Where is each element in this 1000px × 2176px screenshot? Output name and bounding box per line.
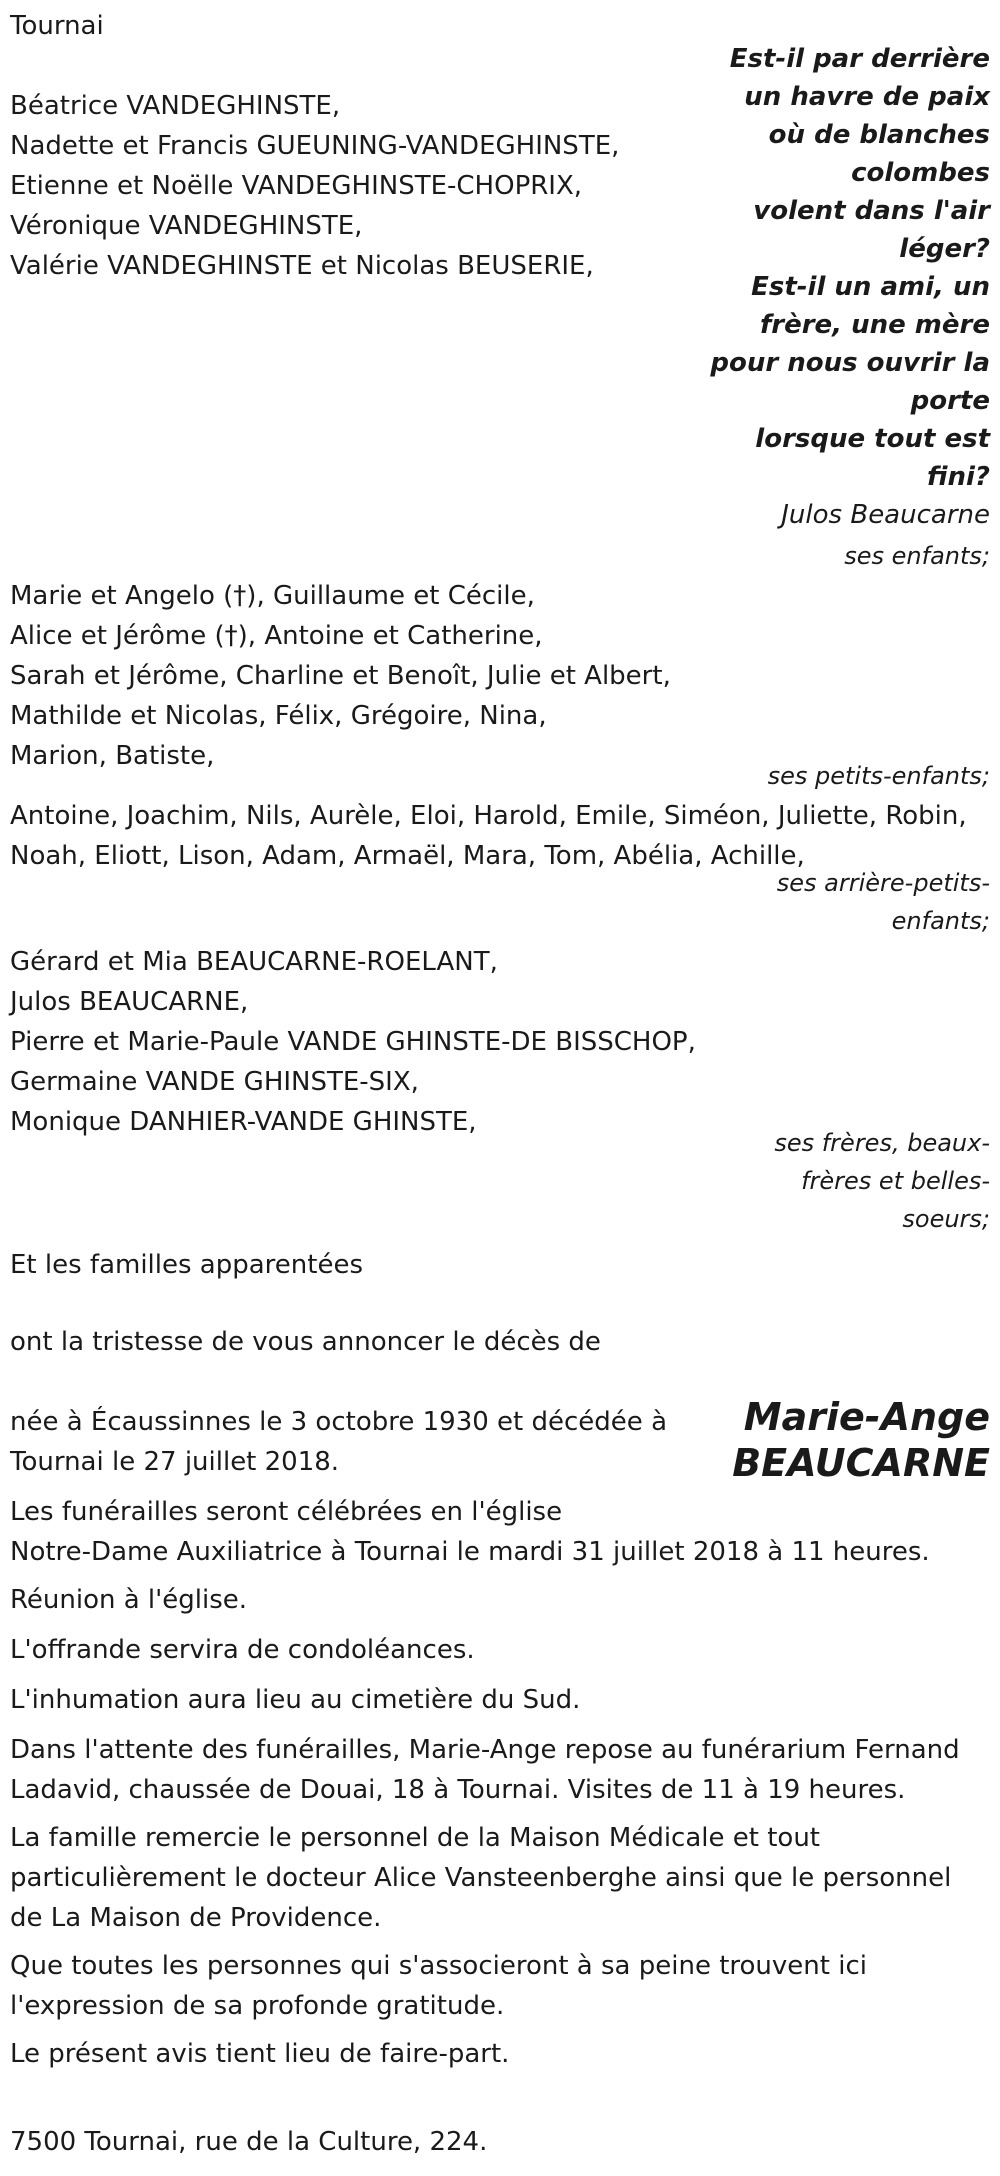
- great-grandchildren-role: ses arrière-petits- enfants;: [776, 869, 990, 935]
- list-item: Pierre et Marie-Paule VANDE GHINSTE-DE BISSCHOP,: [10, 1027, 696, 1057]
- poem-line: porte: [910, 386, 990, 416]
- grandchildren-list: [10, 576, 671, 776]
- list-item: Etienne et Noëlle VANDEGHINSTE-CHOPRIX,: [10, 171, 583, 201]
- poem-line: Est-il un ami, un: [751, 272, 990, 302]
- list-item: Marion, Batiste,: [10, 741, 215, 771]
- list-item: Alice et Jérôme (†), Antoine et Catherine,: [10, 621, 543, 651]
- deceased-last-name: BEAUCARNE: [732, 1441, 990, 1485]
- poem-line: colombes: [851, 158, 990, 188]
- resting-info: Dans l'attente des funérailles, Marie-Ange repose au funérarium Fernand Ladavid, chaussée de Douai, 18 à Tournai. Visites de 11 à 19 heures.: [10, 1735, 960, 1805]
- poem-author: Julos Beaucarne: [781, 500, 990, 530]
- list-item: Béatrice VANDEGHINSTE,: [10, 91, 341, 121]
- list-item: Sarah et Jérôme, Charline et Benoît, Julie et Albert,: [10, 661, 671, 691]
- meeting-info: Réunion à l'église.: [10, 1585, 248, 1615]
- poem-line: volent dans l'air: [753, 196, 990, 226]
- poem-line: fini?: [927, 462, 990, 492]
- list-item: Julos BEAUCARNE,: [10, 987, 249, 1017]
- list-item: Noah, Eliott, Lison, Adam, Armaël, Mara, Tom, Abélia, Achille,: [10, 841, 805, 871]
- deceased-name: [732, 1394, 990, 1486]
- notice-info: Le présent avis tient lieu de faire-part.: [10, 2039, 510, 2069]
- funeral-info: Les funérailles seront célébrées en l'église Notre-Dame Auxiliatrice à Tournai le mardi 31 juillet 2018 à 11 heures.: [10, 1497, 930, 1567]
- poem-line: un havre de paix: [744, 82, 990, 112]
- list-item: Valérie VANDEGHINSTE et Nicolas BEUSERIE,: [10, 251, 594, 281]
- offering-info: L'offrande servira de condoléances.: [10, 1635, 475, 1665]
- poem-line: Est-il par derrière: [729, 44, 990, 74]
- announcement: ont la tristesse de vous annoncer le décès de: [10, 1327, 601, 1357]
- poem: [630, 40, 990, 534]
- list-item: Nadette et Francis GUEUNING-VANDEGHINSTE,: [10, 131, 620, 161]
- list-item: Germaine VANDE GHINSTE-SIX,: [10, 1067, 419, 1097]
- children-list: [10, 86, 619, 286]
- grandchildren-role: ses petits-enfants;: [767, 762, 990, 790]
- list-item: Gérard et Mia BEAUCARNE-ROELANT,: [10, 947, 498, 977]
- list-item: Marie et Angelo (†), Guillaume et Cécile,: [10, 581, 535, 611]
- birth-death: née à Écaussinnes le 3 octobre 1930 et décédée à Tournai le 27 juillet 2018.: [10, 1407, 667, 1477]
- poem-line: lorsque tout est: [755, 424, 990, 454]
- deceased-first-name: Marie-Ange: [743, 1395, 990, 1439]
- poem-line: frère, une mère: [759, 310, 990, 340]
- address: 7500 Tournai, rue de la Culture, 224.: [10, 2127, 488, 2157]
- thanks-info: La famille remercie le personnel de la Maison Médicale et tout particulièrement le docteur Alice Vansteenberghe ainsi que le personnel de La Maison de Providence.: [10, 1823, 952, 1933]
- siblings-role: ses frères, beaux- frères et belles- soeurs;: [774, 1129, 990, 1233]
- list-item: Véronique VANDEGHINSTE,: [10, 211, 363, 241]
- header-city: Tournai: [10, 11, 104, 41]
- siblings-list: [10, 942, 696, 1142]
- children-role: ses enfants;: [844, 542, 990, 570]
- list-item: Mathilde et Nicolas, Félix, Grégoire, Nina,: [10, 701, 547, 731]
- poem-line: léger?: [899, 234, 990, 264]
- list-item: Antoine, Joachim, Nils, Aurèle, Eloi, Harold, Emile, Siméon, Juliette, Robin,: [10, 801, 967, 831]
- gratitude-info: Que toutes les personnes qui s'associeront à sa peine trouvent ici l'expression de sa profonde gratitude.: [10, 1951, 867, 2021]
- poem-line: pour nous ouvrir la: [710, 348, 990, 378]
- burial-info: L'inhumation aura lieu au cimetière du Sud.: [10, 1685, 581, 1715]
- poem-line: où de blanches: [768, 120, 990, 150]
- list-item: Monique DANHIER-VANDE GHINSTE,: [10, 1107, 477, 1137]
- related-families: Et les familles apparentées: [10, 1250, 364, 1280]
